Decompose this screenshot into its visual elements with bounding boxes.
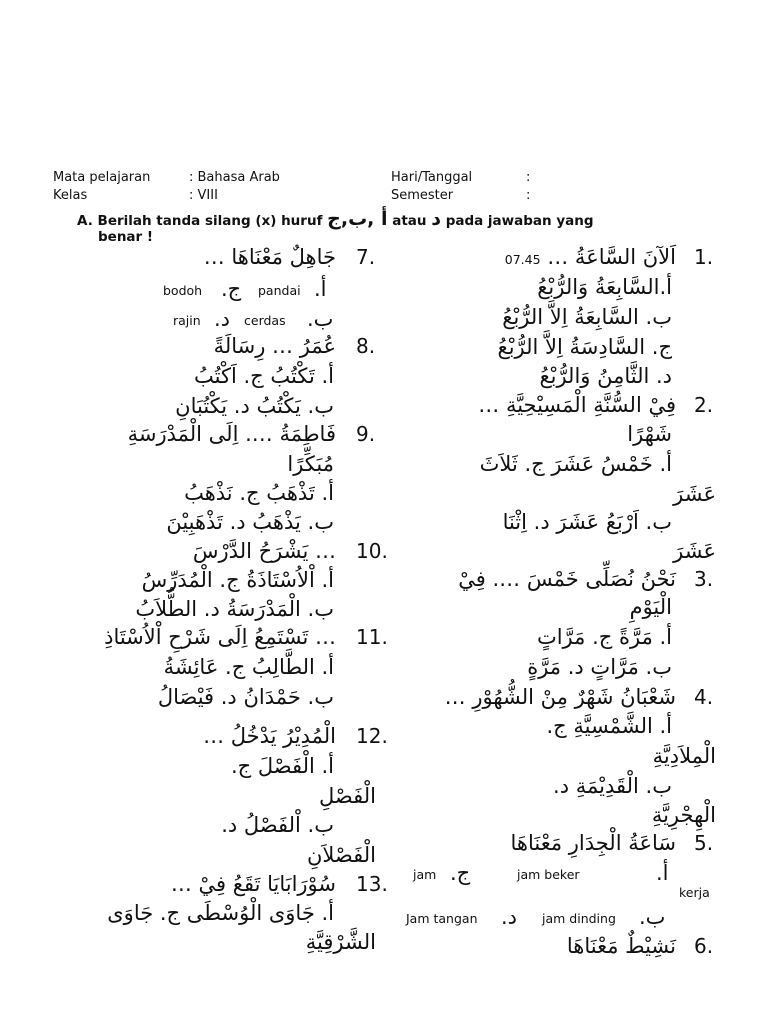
q7-option-a-text: pandai — [258, 283, 301, 298]
q13-option-a: أ. جَاوَى الْوُسْطَى ج. جَاوَى — [107, 901, 334, 925]
q5-option-d-letter: د. — [501, 905, 518, 929]
q2-option-c-cont: عَشَرَ — [673, 482, 716, 506]
q5-option-a-text: jam beker — [517, 867, 580, 882]
q2-number: 2. — [694, 393, 714, 417]
q3-option-a: أ. مَرَّةً ج. مَرَّاتٍ — [536, 625, 672, 649]
q9-number: 9. — [356, 422, 376, 446]
q5-option-c-text: jam — [413, 867, 437, 882]
q8-option-a: أ. تَكْتُبُ ج. اَكْتُبُ — [194, 364, 334, 388]
q5-option-a-letter: أ. — [656, 861, 669, 885]
instruction-suffix: pada jawaban yang — [445, 213, 594, 229]
q4-number: 4. — [694, 685, 714, 709]
q11-option-b: ب. حَمْدَانُ د. فَيْصَالُ — [157, 685, 334, 709]
q12-option-c-cont: الْفَصْلِ — [319, 784, 376, 808]
q1-number: 1. — [694, 245, 714, 269]
q13-question: سُوْرَابَايَا تَقَعُ فِيْ … — [170, 872, 336, 896]
q8-option-b: ب. يَكْتُبُ د. يَكْتُبَانِ — [175, 394, 334, 418]
q7-option-b-letter: ب. — [307, 307, 334, 331]
semester-value: : — [526, 188, 531, 203]
q2-option-a: أ. خَمْسُ عَشَرَ ج. ثَلاَثَ — [479, 452, 672, 476]
q10-number: 10. — [356, 539, 388, 563]
instruction-letter-d: د — [431, 208, 441, 230]
semester-label: Semester — [391, 188, 454, 203]
q9-option-a: أ. تَذْهَبُ ج. نَذْهَبُ — [184, 481, 334, 505]
q9-question-cont: مُبَكِّرًا — [287, 452, 334, 476]
date-value: : — [526, 170, 531, 185]
q2-option-d-cont: عَشَرَ — [673, 539, 716, 563]
q6-question: نَشِيْطٌ مَعْنَاهَا — [566, 934, 676, 958]
q8-question: عُمَرُ … رِسَالَةً — [213, 334, 336, 358]
q3-option-b: ب. مَرَّاتٍ د. مَرَّةٍ — [527, 655, 672, 679]
q8-number: 8. — [356, 334, 376, 358]
date-label: Hari/Tanggal — [391, 170, 473, 185]
q1-question-text: اَلآنَ السَّاعَةُ … — [540, 245, 676, 269]
q10-option-b: ب. الْمَدْرَسَةُ د. الطُّلاَبُ — [135, 597, 334, 621]
instruction-prefix: A. Berilah tanda silang (x) huruf — [77, 213, 323, 229]
instruction-letters: أ ,ب,ج — [327, 208, 388, 230]
class-value: : VIII — [189, 188, 218, 203]
instruction-line-2: benar ! — [98, 229, 154, 245]
q11-question: … تَسْتَمِعُ اِلَى شَرْحِ اْلاُسْتَاذِ — [104, 625, 336, 649]
q1-time: 07.45 — [504, 252, 541, 267]
subject-value: : Bahasa Arab — [189, 170, 280, 185]
q9-option-b: ب. يَذْهَبُ د. تَذْهَبِيْنَ — [166, 510, 334, 534]
q11-option-a: أ. الطَّالِبُ ج. عَائِشَةُ — [163, 655, 334, 679]
q2-option-b: ب. اَرْبَعُ عَشَرَ د. اِثْنَا — [502, 510, 672, 534]
q4-question: شَعْبَانُ شَهْرٌ مِنْ الشُّهُوْرِ … — [444, 685, 676, 709]
q5-number: 5. — [694, 831, 714, 855]
q1-option-d: د. الثَّامِنُ وَالرُّبْعُ — [539, 364, 672, 388]
q7-option-d-letter: د. — [214, 307, 231, 331]
q5-option-c-letter: ج. — [450, 861, 471, 885]
q9-question: فَاطِمَةُ …. اِلَى الْمَدْرَسَةِ — [127, 422, 336, 446]
q13-option-c-cont: الشَّرْقِيَّةِ — [305, 930, 376, 954]
q4-option-b: ب. الْقَدِيْمَةِ د. — [553, 774, 672, 798]
q5-option-d-text: Jam tangan — [406, 911, 478, 926]
q7-option-d-text: rajin — [173, 313, 201, 328]
q3-question-cont: الْيَوْمِ — [629, 595, 672, 619]
q4-option-d-cont: الْهِجْرِيَّةِ — [651, 803, 716, 827]
q10-question: … يَشْرَحُ الدَّرْسَ — [192, 539, 336, 563]
q7-question: جَاهِلٌ مَعْنَاهَا … — [203, 245, 336, 269]
q7-option-a-letter: أ. — [314, 277, 327, 301]
q6-number: 6. — [694, 934, 714, 958]
instruction-line-1 — [77, 210, 594, 230]
q3-question: نَحْنُ نُصَلِّى خَمْسَ …. فِيْ — [458, 567, 676, 591]
q4-option-a: أ. الشَّمْسِيَّةِ ج. — [546, 714, 672, 738]
q4-option-c-cont: الْمِلاَدِيَّةِ — [652, 744, 716, 768]
q5-option-b-text: jam dinding — [542, 911, 616, 926]
q12-number: 12. — [356, 724, 388, 748]
q12-option-d-cont: الْفَصْلاَنِ — [306, 843, 376, 867]
instruction-middle: atau — [392, 213, 427, 229]
q10-option-a: أ. اْلاُسْتَاذَةُ ج. الْمُدَرِّسُ — [141, 568, 334, 592]
q7-option-b-text: cerdas — [244, 313, 286, 328]
q7-option-c-text: bodoh — [163, 283, 203, 298]
q12-question: الْمُدِيْرُ يَدْخُلُ … — [203, 724, 336, 748]
q1-option-b: ب. السَّابِعَةُ اِلاَّ الرُّبْعُ — [502, 305, 672, 329]
q2-question: فِيْ السُّنَّةِ الْمَسِيْحِيَّةِ … — [478, 393, 676, 417]
class-label: Kelas — [53, 188, 88, 203]
q7-number: 7. — [356, 245, 376, 269]
q1-question — [505, 243, 676, 274]
q12-option-b: ب. اْلفَصْلُ د. — [221, 813, 334, 837]
q5-question: سَاعَةُ الْجِدَارِ مَعْنَاهَا — [510, 831, 676, 855]
q11-number: 11. — [356, 625, 388, 649]
q13-number: 13. — [356, 872, 388, 896]
q2-question-cont: شَهْرًا — [627, 422, 672, 446]
q12-option-a: أ. الْفَصْلَ ج. — [230, 754, 334, 778]
q1-option-c: ج. السَّادِسَةُ اِلاَّ الرُّبْعُ — [497, 335, 672, 359]
q7-option-c-letter: ج. — [221, 277, 242, 301]
q3-number: 3. — [694, 567, 714, 591]
q1-option-a: أ.السَّابِعَةُ وَالرُّبْعُ — [537, 275, 672, 299]
subject-label: Mata pelajaran — [53, 170, 151, 185]
q5-option-c-text-cont: kerja — [679, 885, 710, 900]
q5-option-b-letter: ب. — [639, 905, 666, 929]
